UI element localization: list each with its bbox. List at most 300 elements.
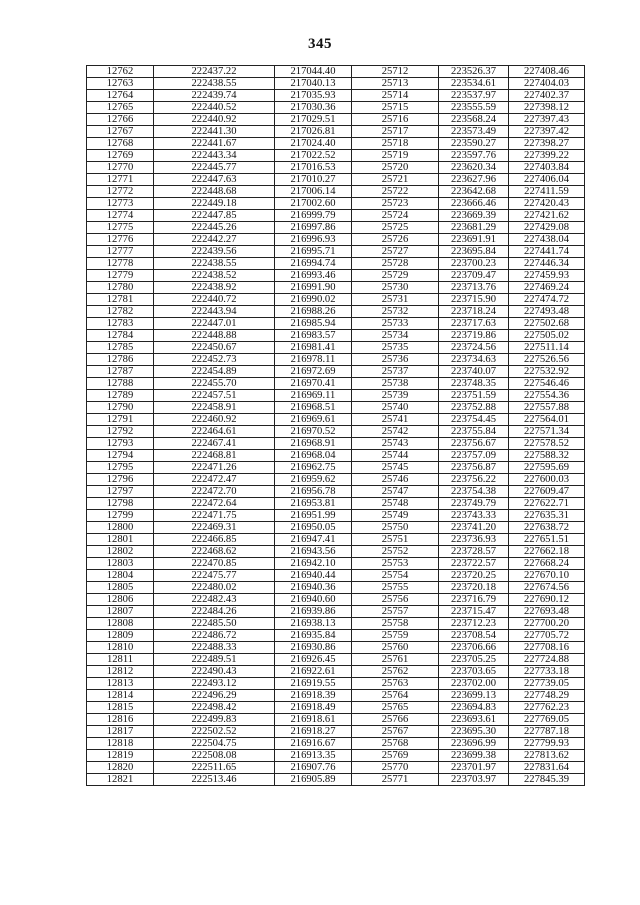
x-coordinate-2-cell: 223716.79 — [439, 594, 509, 606]
y-coordinate-cell: 217022.52 — [275, 150, 352, 162]
table-row — [87, 414, 585, 426]
y-coordinate-2-cell: 227651.51 — [509, 534, 585, 546]
table-row — [87, 150, 585, 162]
point-number-2-cell: 25748 — [352, 498, 439, 510]
x-coordinate-cell: 222454.89 — [154, 366, 275, 378]
x-coordinate-cell: 222472.70 — [154, 486, 275, 498]
y-coordinate-cell: 216970.41 — [275, 378, 352, 390]
x-coordinate-cell: 222513.46 — [154, 774, 275, 786]
point-number-cell: 12773 — [87, 198, 154, 210]
table-row — [87, 774, 585, 786]
x-coordinate-2-cell: 223706.66 — [439, 642, 509, 654]
table-row — [87, 210, 585, 222]
table-row — [87, 102, 585, 114]
x-coordinate-2-cell: 223700.23 — [439, 258, 509, 270]
x-coordinate-cell: 222472.47 — [154, 474, 275, 486]
y-coordinate-cell: 216983.57 — [275, 330, 352, 342]
point-number-cell: 12811 — [87, 654, 154, 666]
table-row — [87, 582, 585, 594]
table-row — [87, 390, 585, 402]
point-number-cell: 12768 — [87, 138, 154, 150]
point-number-cell: 12778 — [87, 258, 154, 270]
point-number-cell: 12803 — [87, 558, 154, 570]
x-coordinate-2-cell: 223713.76 — [439, 282, 509, 294]
y-coordinate-cell: 217026.81 — [275, 126, 352, 138]
y-coordinate-2-cell: 227588.32 — [509, 450, 585, 462]
table-row — [87, 66, 585, 78]
point-number-2-cell: 25740 — [352, 402, 439, 414]
table-row — [87, 270, 585, 282]
page-number: 345 — [308, 36, 332, 52]
point-number-2-cell: 25751 — [352, 534, 439, 546]
point-number-cell: 12815 — [87, 702, 154, 714]
x-coordinate-cell: 222439.74 — [154, 90, 275, 102]
x-coordinate-2-cell: 223666.46 — [439, 198, 509, 210]
y-coordinate-cell: 216922.61 — [275, 666, 352, 678]
x-coordinate-2-cell: 223705.25 — [439, 654, 509, 666]
point-number-2-cell: 25724 — [352, 210, 439, 222]
x-coordinate-2-cell: 223719.86 — [439, 330, 509, 342]
table-row — [87, 558, 585, 570]
y-coordinate-cell: 216956.78 — [275, 486, 352, 498]
y-coordinate-2-cell: 227502.68 — [509, 318, 585, 330]
y-coordinate-cell: 217016.53 — [275, 162, 352, 174]
y-coordinate-2-cell: 227705.72 — [509, 630, 585, 642]
x-coordinate-cell: 222440.72 — [154, 294, 275, 306]
point-number-2-cell: 25739 — [352, 390, 439, 402]
table-row — [87, 702, 585, 714]
point-number-cell: 12813 — [87, 678, 154, 690]
y-coordinate-cell: 216938.13 — [275, 618, 352, 630]
x-coordinate-2-cell: 223526.37 — [439, 66, 509, 78]
x-coordinate-2-cell: 223724.56 — [439, 342, 509, 354]
point-number-cell: 12808 — [87, 618, 154, 630]
table-row — [87, 306, 585, 318]
table-row — [87, 630, 585, 642]
x-coordinate-2-cell: 223741.20 — [439, 522, 509, 534]
x-coordinate-2-cell: 223754.38 — [439, 486, 509, 498]
table-row — [87, 258, 585, 270]
x-coordinate-cell: 222448.68 — [154, 186, 275, 198]
y-coordinate-2-cell: 227693.48 — [509, 606, 585, 618]
y-coordinate-2-cell: 227406.04 — [509, 174, 585, 186]
x-coordinate-2-cell: 223712.23 — [439, 618, 509, 630]
x-coordinate-2-cell: 223720.25 — [439, 570, 509, 582]
y-coordinate-2-cell: 227469.24 — [509, 282, 585, 294]
table-row — [87, 366, 585, 378]
point-number-cell: 12797 — [87, 486, 154, 498]
y-coordinate-2-cell: 227622.71 — [509, 498, 585, 510]
y-coordinate-2-cell: 227493.48 — [509, 306, 585, 318]
point-number-2-cell: 25722 — [352, 186, 439, 198]
point-number-2-cell: 25721 — [352, 174, 439, 186]
x-coordinate-2-cell: 223620.34 — [439, 162, 509, 174]
x-coordinate-cell: 222438.92 — [154, 282, 275, 294]
y-coordinate-cell: 216969.61 — [275, 414, 352, 426]
y-coordinate-cell: 216999.79 — [275, 210, 352, 222]
y-coordinate-cell: 216968.04 — [275, 450, 352, 462]
point-number-cell: 12772 — [87, 186, 154, 198]
point-number-cell: 12766 — [87, 114, 154, 126]
point-number-2-cell: 25726 — [352, 234, 439, 246]
table-row — [87, 726, 585, 738]
point-number-2-cell: 25746 — [352, 474, 439, 486]
y-coordinate-cell: 216997.86 — [275, 222, 352, 234]
y-coordinate-cell: 217030.36 — [275, 102, 352, 114]
y-coordinate-2-cell: 227635.31 — [509, 510, 585, 522]
point-number-cell: 12779 — [87, 270, 154, 282]
point-number-2-cell: 25733 — [352, 318, 439, 330]
y-coordinate-cell: 216926.45 — [275, 654, 352, 666]
y-coordinate-cell: 216916.67 — [275, 738, 352, 750]
table-row — [87, 330, 585, 342]
point-number-cell: 12784 — [87, 330, 154, 342]
y-coordinate-cell: 216950.05 — [275, 522, 352, 534]
point-number-cell: 12783 — [87, 318, 154, 330]
point-number-2-cell: 25742 — [352, 426, 439, 438]
y-coordinate-2-cell: 227708.16 — [509, 642, 585, 654]
point-number-2-cell: 25755 — [352, 582, 439, 594]
point-number-cell: 12801 — [87, 534, 154, 546]
coordinates-table-body — [87, 66, 585, 786]
x-coordinate-2-cell: 223703.97 — [439, 774, 509, 786]
table-row — [87, 78, 585, 90]
point-number-cell: 12787 — [87, 366, 154, 378]
point-number-cell: 12763 — [87, 78, 154, 90]
x-coordinate-2-cell: 223728.57 — [439, 546, 509, 558]
point-number-cell: 12789 — [87, 390, 154, 402]
y-coordinate-2-cell: 227787.18 — [509, 726, 585, 738]
y-coordinate-2-cell: 227724.88 — [509, 654, 585, 666]
x-coordinate-cell: 222443.34 — [154, 150, 275, 162]
point-number-2-cell: 25718 — [352, 138, 439, 150]
x-coordinate-2-cell: 223642.68 — [439, 186, 509, 198]
y-coordinate-2-cell: 227429.08 — [509, 222, 585, 234]
point-number-2-cell: 25749 — [352, 510, 439, 522]
y-coordinate-2-cell: 227557.88 — [509, 402, 585, 414]
table-row — [87, 510, 585, 522]
y-coordinate-2-cell: 227411.59 — [509, 186, 585, 198]
y-coordinate-2-cell: 227398.12 — [509, 102, 585, 114]
point-number-2-cell: 25760 — [352, 642, 439, 654]
table-row — [87, 162, 585, 174]
point-number-2-cell: 25745 — [352, 462, 439, 474]
x-coordinate-2-cell: 223755.84 — [439, 426, 509, 438]
point-number-cell: 12814 — [87, 690, 154, 702]
point-number-cell: 12819 — [87, 750, 154, 762]
x-coordinate-cell: 222460.92 — [154, 414, 275, 426]
point-number-2-cell: 25750 — [352, 522, 439, 534]
table-row — [87, 678, 585, 690]
x-coordinate-2-cell: 223537.97 — [439, 90, 509, 102]
y-coordinate-cell: 216918.27 — [275, 726, 352, 738]
x-coordinate-2-cell: 223715.90 — [439, 294, 509, 306]
point-number-cell: 12794 — [87, 450, 154, 462]
table-row — [87, 342, 585, 354]
y-coordinate-cell: 216981.41 — [275, 342, 352, 354]
y-coordinate-2-cell: 227762.23 — [509, 702, 585, 714]
table-row — [87, 570, 585, 582]
y-coordinate-2-cell: 227799.93 — [509, 738, 585, 750]
x-coordinate-cell: 222496.29 — [154, 690, 275, 702]
point-number-2-cell: 25756 — [352, 594, 439, 606]
table-row — [87, 666, 585, 678]
y-coordinate-cell: 217002.60 — [275, 198, 352, 210]
point-number-cell: 12790 — [87, 402, 154, 414]
table-row — [87, 126, 585, 138]
x-coordinate-cell: 222499.83 — [154, 714, 275, 726]
y-coordinate-cell: 216951.99 — [275, 510, 352, 522]
x-coordinate-cell: 222471.75 — [154, 510, 275, 522]
point-number-2-cell: 25732 — [352, 306, 439, 318]
point-number-cell: 12802 — [87, 546, 154, 558]
table-row — [87, 606, 585, 618]
point-number-2-cell: 25763 — [352, 678, 439, 690]
point-number-2-cell: 25731 — [352, 294, 439, 306]
x-coordinate-cell: 222504.75 — [154, 738, 275, 750]
table-row — [87, 618, 585, 630]
y-coordinate-cell: 216942.10 — [275, 558, 352, 570]
point-number-2-cell: 25754 — [352, 570, 439, 582]
table-row — [87, 282, 585, 294]
y-coordinate-cell: 216994.74 — [275, 258, 352, 270]
x-coordinate-2-cell: 223708.54 — [439, 630, 509, 642]
point-number-cell: 12775 — [87, 222, 154, 234]
point-number-2-cell: 25725 — [352, 222, 439, 234]
x-coordinate-cell: 222447.63 — [154, 174, 275, 186]
table-row — [87, 642, 585, 654]
table-row — [87, 462, 585, 474]
table-row — [87, 198, 585, 210]
y-coordinate-2-cell: 227739.05 — [509, 678, 585, 690]
x-coordinate-cell: 222468.81 — [154, 450, 275, 462]
y-coordinate-cell: 216940.36 — [275, 582, 352, 594]
x-coordinate-cell: 222440.92 — [154, 114, 275, 126]
y-coordinate-cell: 217029.51 — [275, 114, 352, 126]
x-coordinate-2-cell: 223757.09 — [439, 450, 509, 462]
x-coordinate-2-cell: 223736.93 — [439, 534, 509, 546]
y-coordinate-2-cell: 227505.02 — [509, 330, 585, 342]
y-coordinate-cell: 216972.69 — [275, 366, 352, 378]
table-row — [87, 450, 585, 462]
y-coordinate-2-cell: 227571.34 — [509, 426, 585, 438]
table-row — [87, 486, 585, 498]
x-coordinate-cell: 222498.42 — [154, 702, 275, 714]
point-number-2-cell: 25715 — [352, 102, 439, 114]
point-number-2-cell: 25759 — [352, 630, 439, 642]
x-coordinate-2-cell: 223717.63 — [439, 318, 509, 330]
y-coordinate-cell: 216959.62 — [275, 474, 352, 486]
point-number-2-cell: 25758 — [352, 618, 439, 630]
y-coordinate-cell: 216947.41 — [275, 534, 352, 546]
x-coordinate-cell: 222457.51 — [154, 390, 275, 402]
x-coordinate-cell: 222511.65 — [154, 762, 275, 774]
point-number-2-cell: 25752 — [352, 546, 439, 558]
x-coordinate-2-cell: 223751.59 — [439, 390, 509, 402]
y-coordinate-2-cell: 227397.42 — [509, 126, 585, 138]
x-coordinate-2-cell: 223718.24 — [439, 306, 509, 318]
x-coordinate-2-cell: 223568.24 — [439, 114, 509, 126]
point-number-2-cell: 25743 — [352, 438, 439, 450]
point-number-2-cell: 25734 — [352, 330, 439, 342]
point-number-cell: 12812 — [87, 666, 154, 678]
x-coordinate-2-cell: 223699.38 — [439, 750, 509, 762]
y-coordinate-2-cell: 227700.20 — [509, 618, 585, 630]
y-coordinate-2-cell: 227408.46 — [509, 66, 585, 78]
x-coordinate-cell: 222508.08 — [154, 750, 275, 762]
point-number-2-cell: 25736 — [352, 354, 439, 366]
point-number-cell: 12769 — [87, 150, 154, 162]
table-row — [87, 762, 585, 774]
point-number-cell: 12798 — [87, 498, 154, 510]
y-coordinate-cell: 216918.61 — [275, 714, 352, 726]
y-coordinate-2-cell: 227668.24 — [509, 558, 585, 570]
point-number-2-cell: 25766 — [352, 714, 439, 726]
table-row — [87, 138, 585, 150]
point-number-cell: 12765 — [87, 102, 154, 114]
x-coordinate-cell: 222447.85 — [154, 210, 275, 222]
table-row — [87, 546, 585, 558]
y-coordinate-2-cell: 227554.36 — [509, 390, 585, 402]
x-coordinate-2-cell: 223695.30 — [439, 726, 509, 738]
x-coordinate-cell: 222480.02 — [154, 582, 275, 594]
y-coordinate-2-cell: 227662.18 — [509, 546, 585, 558]
point-number-2-cell: 25757 — [352, 606, 439, 618]
table-row — [87, 294, 585, 306]
table-row — [87, 690, 585, 702]
point-number-cell: 12799 — [87, 510, 154, 522]
point-number-cell: 12770 — [87, 162, 154, 174]
point-number-cell: 12786 — [87, 354, 154, 366]
x-coordinate-cell: 222490.43 — [154, 666, 275, 678]
x-coordinate-cell: 222442.27 — [154, 234, 275, 246]
x-coordinate-cell: 222437.22 — [154, 66, 275, 78]
table-row — [87, 714, 585, 726]
x-coordinate-cell: 222488.33 — [154, 642, 275, 654]
point-number-2-cell: 25744 — [352, 450, 439, 462]
y-coordinate-cell: 216918.39 — [275, 690, 352, 702]
y-coordinate-2-cell: 227459.93 — [509, 270, 585, 282]
point-number-cell: 12821 — [87, 774, 154, 786]
y-coordinate-cell: 216995.71 — [275, 246, 352, 258]
y-coordinate-cell: 217010.27 — [275, 174, 352, 186]
x-coordinate-cell: 222455.70 — [154, 378, 275, 390]
y-coordinate-cell: 217040.13 — [275, 78, 352, 90]
x-coordinate-2-cell: 223627.96 — [439, 174, 509, 186]
y-coordinate-2-cell: 227609.47 — [509, 486, 585, 498]
point-number-2-cell: 25769 — [352, 750, 439, 762]
x-coordinate-cell: 222438.55 — [154, 78, 275, 90]
y-coordinate-cell: 216985.94 — [275, 318, 352, 330]
point-number-2-cell: 25719 — [352, 150, 439, 162]
x-coordinate-cell: 222452.73 — [154, 354, 275, 366]
point-number-cell: 12817 — [87, 726, 154, 738]
table-row — [87, 594, 585, 606]
table-row — [87, 474, 585, 486]
y-coordinate-cell: 216905.89 — [275, 774, 352, 786]
x-coordinate-cell: 222502.52 — [154, 726, 275, 738]
point-number-cell: 12767 — [87, 126, 154, 138]
y-coordinate-2-cell: 227769.05 — [509, 714, 585, 726]
y-coordinate-2-cell: 227532.92 — [509, 366, 585, 378]
y-coordinate-2-cell: 227438.04 — [509, 234, 585, 246]
table-row — [87, 498, 585, 510]
y-coordinate-cell: 216940.60 — [275, 594, 352, 606]
point-number-cell: 12771 — [87, 174, 154, 186]
x-coordinate-2-cell: 223701.97 — [439, 762, 509, 774]
table-row — [87, 90, 585, 102]
y-coordinate-cell: 216913.35 — [275, 750, 352, 762]
y-coordinate-2-cell: 227831.64 — [509, 762, 585, 774]
x-coordinate-2-cell: 223715.47 — [439, 606, 509, 618]
y-coordinate-2-cell: 227446.34 — [509, 258, 585, 270]
y-coordinate-2-cell: 227397.43 — [509, 114, 585, 126]
x-coordinate-2-cell: 223748.35 — [439, 378, 509, 390]
point-number-2-cell: 25762 — [352, 666, 439, 678]
y-coordinate-cell: 216943.56 — [275, 546, 352, 558]
x-coordinate-2-cell: 223694.83 — [439, 702, 509, 714]
point-number-2-cell: 25738 — [352, 378, 439, 390]
point-number-2-cell: 25713 — [352, 78, 439, 90]
x-coordinate-cell: 222443.94 — [154, 306, 275, 318]
x-coordinate-2-cell: 223749.79 — [439, 498, 509, 510]
point-number-cell: 12780 — [87, 282, 154, 294]
point-number-2-cell: 25737 — [352, 366, 439, 378]
point-number-cell: 12820 — [87, 762, 154, 774]
x-coordinate-2-cell: 223693.61 — [439, 714, 509, 726]
y-coordinate-cell: 217006.14 — [275, 186, 352, 198]
y-coordinate-2-cell: 227564.01 — [509, 414, 585, 426]
y-coordinate-2-cell: 227474.72 — [509, 294, 585, 306]
x-coordinate-2-cell: 223696.99 — [439, 738, 509, 750]
x-coordinate-2-cell: 223669.39 — [439, 210, 509, 222]
y-coordinate-2-cell: 227748.29 — [509, 690, 585, 702]
point-number-cell: 12774 — [87, 210, 154, 222]
y-coordinate-2-cell: 227733.18 — [509, 666, 585, 678]
table-row — [87, 654, 585, 666]
x-coordinate-cell: 222467.41 — [154, 438, 275, 450]
point-number-cell: 12796 — [87, 474, 154, 486]
x-coordinate-2-cell: 223555.59 — [439, 102, 509, 114]
y-coordinate-cell: 217035.93 — [275, 90, 352, 102]
point-number-2-cell: 25716 — [352, 114, 439, 126]
x-coordinate-2-cell: 223709.47 — [439, 270, 509, 282]
x-coordinate-2-cell: 223754.45 — [439, 414, 509, 426]
point-number-cell: 12777 — [87, 246, 154, 258]
y-coordinate-cell: 216968.51 — [275, 402, 352, 414]
table-row — [87, 378, 585, 390]
table-row — [87, 402, 585, 414]
point-number-2-cell: 25720 — [352, 162, 439, 174]
y-coordinate-2-cell: 227420.43 — [509, 198, 585, 210]
point-number-cell: 12805 — [87, 582, 154, 594]
y-coordinate-cell: 216969.11 — [275, 390, 352, 402]
y-coordinate-cell: 216993.46 — [275, 270, 352, 282]
x-coordinate-cell: 222464.61 — [154, 426, 275, 438]
table-row — [87, 354, 585, 366]
point-number-cell: 12762 — [87, 66, 154, 78]
x-coordinate-cell: 222484.26 — [154, 606, 275, 618]
point-number-2-cell: 25770 — [352, 762, 439, 774]
y-coordinate-cell: 216970.52 — [275, 426, 352, 438]
point-number-2-cell: 25741 — [352, 414, 439, 426]
x-coordinate-cell: 222489.51 — [154, 654, 275, 666]
point-number-cell: 12795 — [87, 462, 154, 474]
y-coordinate-2-cell: 227638.72 — [509, 522, 585, 534]
x-coordinate-2-cell: 223702.00 — [439, 678, 509, 690]
x-coordinate-2-cell: 223681.29 — [439, 222, 509, 234]
y-coordinate-cell: 216990.02 — [275, 294, 352, 306]
